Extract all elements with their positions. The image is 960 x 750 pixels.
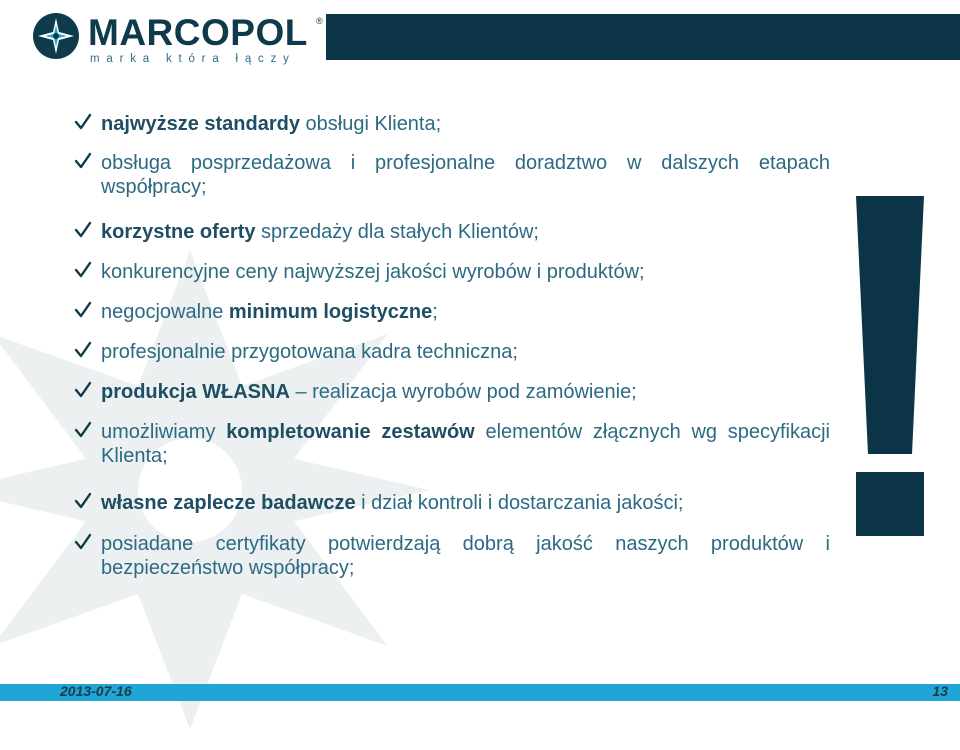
list-item [74,420,830,468]
header-bar [326,14,960,60]
item-text: obsługa posprzedażowa i profesjonalne doradztwo w dalszych etapach współpracy; [101,152,830,198]
emphasis-text: korzystne oferty [101,221,256,243]
check-icon [74,152,92,170]
list-item [74,220,830,244]
list-item [74,380,830,404]
item-text: umożliwiamy [101,421,227,443]
feature-list [74,112,830,580]
emphasis-text: kompletowanie zestawów [226,421,475,443]
emphasis-text: własne zaplecze badawcze [101,492,356,514]
footer-date: 2013-07-16 [60,683,132,699]
check-icon [74,421,92,439]
check-icon [74,381,92,399]
check-icon [74,341,92,359]
item-text: elementów złącznych wg specyfikacji Klienta; [101,421,830,467]
emphasis-text: minimum logistyczne [228,301,433,323]
item-text: konkurencyjne ceny najwyższej jakości wyrobów i produktów; [101,261,645,283]
brand-name: MARCOPOL [88,12,308,53]
item-text: sprzedaży dla stałych Klientów; [255,221,539,243]
list-item [74,151,830,199]
check-icon [74,533,92,551]
emphasis-text: produkcja WŁASNA [101,381,290,403]
page-number: 13 [932,683,948,699]
brand-tagline: marka która łączy [90,53,296,65]
item-text: i dział kontroli i dostarczania jakości; [355,492,684,514]
item-text: profesjonalnie przygotowana kadra techniczna; [101,341,518,363]
list-item [74,340,830,364]
item-text: obsługi Klienta; [299,113,442,135]
check-icon [74,221,92,239]
list-item [74,532,830,580]
emphasis-text: najwyższe standardy [101,113,300,135]
list-item [74,260,830,284]
item-text: negocjowalne [101,301,229,323]
item-text: ; [432,301,438,323]
brand-logo[interactable] [32,10,332,68]
list-item [74,491,830,515]
compass-star-icon [32,12,80,60]
check-icon [74,301,92,319]
check-icon [74,113,92,131]
registered-mark: ® [316,16,323,26]
check-icon [74,261,92,279]
exclamation-mark-icon [856,196,924,536]
check-icon [74,492,92,510]
item-text: – realizacja wyrobów pod zamówienie; [289,381,637,403]
footer-bar [0,684,960,701]
item-text: posiadane certyfikaty potwierdzają dobrą jakość naszych produktów i bezpieczeństwo współpracy; [101,533,830,579]
list-item [74,300,830,324]
list-item [74,112,830,136]
